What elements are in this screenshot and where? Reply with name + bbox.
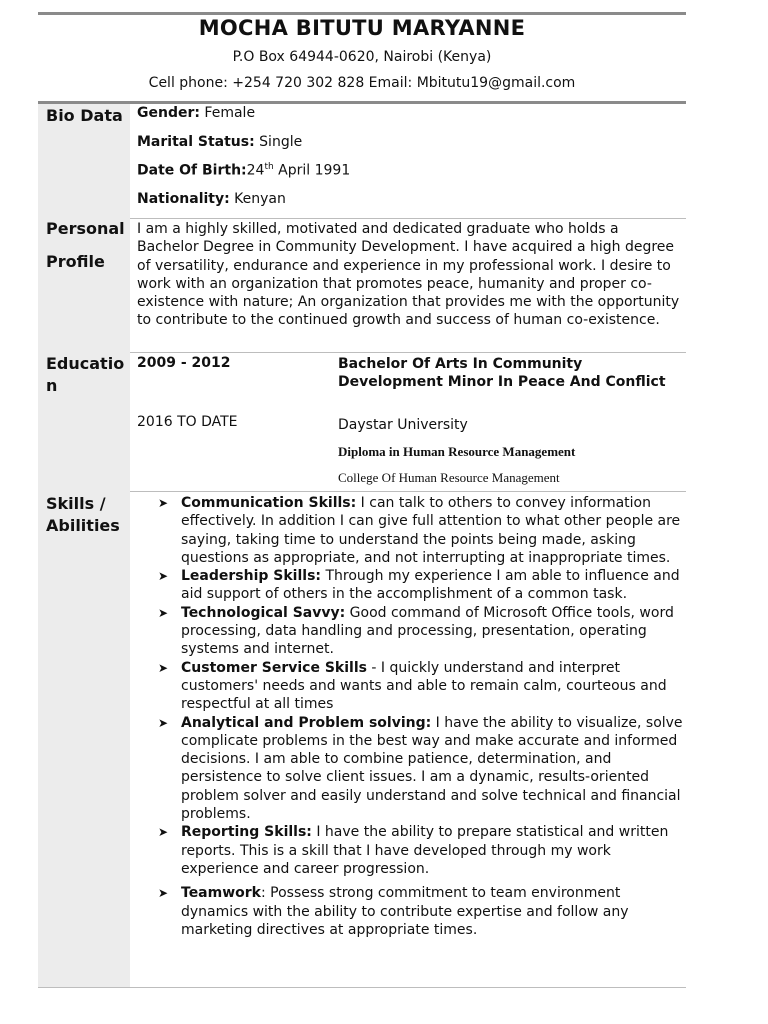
skills-divider — [130, 491, 686, 492]
list-item — [158, 604, 684, 659]
skill-description: : Possess strong commitment to team environment dynamics with the ability to contribute expertise and follow any marketing directives at appropriate times. — [181, 885, 629, 938]
arrow-bullet-icon: ➤ — [158, 496, 169, 510]
skill-title: Technological Savvy: — [181, 604, 346, 621]
skill-description: - I quickly understand and interpret customers' needs and wants and able to remain calm, courteous and respectful at all times — [181, 659, 667, 713]
date-of-birth-row — [137, 162, 350, 179]
skill-description: I have the ability to visualize, solve complicate problems in the best way and make accurate and informed decisions. I am able to combine patience, determination, and persistence to solve client issues. I am a dynamic, results-oriented problem solver and easily understand and solve technical and financial problems. — [181, 714, 683, 823]
list-item — [158, 823, 684, 878]
profile-divider — [130, 218, 686, 219]
education-years-2: 2016 TO DATE — [137, 414, 238, 430]
marital-status-label: Marital Status: — [137, 134, 255, 150]
dob-day: 24 — [246, 162, 265, 179]
marital-status-row — [137, 134, 302, 150]
marital-status-value: Single — [254, 134, 303, 150]
gender-row — [137, 105, 255, 121]
skill-title: Communication Skills: — [181, 495, 357, 511]
list-item — [158, 567, 684, 604]
header-divider — [38, 101, 686, 104]
skill-title: Reporting Skills: — [181, 824, 312, 841]
education-school-1: Daystar University — [338, 417, 468, 433]
candidate-name: MOCHA BITUTU MARYANNE — [198, 16, 526, 40]
education-school-2: College Of Human Resource Management — [338, 470, 560, 485]
gender-value: Female — [199, 105, 256, 121]
personal-profile-text: I am a highly skilled, motivated and dedicated graduate who holds a Bachelor Degree in Community Development. I have acquired a high degree of versatility, endurance and experience in my professional work. I desire to work with an organization that promotes peace, humanity and proper co-existence with nature; An organization that provides me with the opportunity to contribute to the continued growth and success of human co-existence. — [137, 221, 680, 329]
skill-description: I have the ability to prepare statistical and written reports. This is a skill that I have developed through my work experience and career progression. — [181, 824, 669, 877]
arrow-bullet-icon: ➤ — [158, 715, 169, 730]
skills-list — [158, 494, 684, 939]
arrow-bullet-icon: ➤ — [158, 886, 169, 901]
list-item — [158, 884, 684, 939]
nationality-label: Nationality: — [137, 191, 230, 207]
gender-label: Gender: — [137, 105, 200, 121]
bio-data-label: Bio Data — [46, 106, 123, 125]
education-label-line1: Educatio — [46, 354, 125, 373]
skill-title: Teamwork — [181, 885, 261, 902]
contact-line: Cell phone: +254 720 302 828 Email: Mbitutu19@gmail.com — [148, 75, 576, 91]
skill-title: Analytical and Problem solving: — [181, 714, 432, 731]
postal-address: P.O Box 64944-0620, Nairobi (Kenya) — [232, 49, 492, 65]
education-degree-2: Diploma in Human Resource Management — [338, 444, 576, 459]
dob-suffix: th — [264, 162, 274, 172]
education-degree-1: Bachelor Of Arts In Community Development Minor In Peace And Conflict — [338, 356, 666, 390]
education-divider — [130, 352, 686, 353]
bottom-divider — [38, 987, 686, 988]
dob-rest: April 1991 — [273, 162, 351, 179]
arrow-bullet-icon: ➤ — [158, 605, 169, 620]
personal-profile-label-line2: Profile — [46, 252, 105, 271]
skills-label-line1: Skills / — [46, 494, 106, 513]
skill-title: Leadership Skills: — [181, 568, 321, 585]
nationality-row — [137, 191, 286, 207]
arrow-bullet-icon: ➤ — [158, 825, 169, 840]
arrow-bullet-icon: ➤ — [158, 569, 169, 584]
education-label-line2: n — [46, 376, 58, 395]
list-item — [158, 659, 684, 714]
skill-description: Good command of Microsoft Office tools, word processing, data handling and processing, presentation, operating systems and internet. — [181, 604, 674, 658]
skill-description: I can talk to others to convey information effectively. In addition I can give full attention to what other people are saying, taking time to understand the points being made, asking questions as appropriate, and not interrupting at inappropriate times. — [181, 495, 681, 566]
skill-description: Through my experience I am able to influence and aid support of others in the accomplishment of a common task. — [181, 568, 680, 603]
skills-label-line2: Abilities — [46, 516, 120, 535]
list-item — [158, 714, 684, 824]
arrow-bullet-icon: ➤ — [158, 660, 169, 675]
resume-page — [38, 0, 686, 1024]
top-divider — [38, 12, 686, 15]
personal-profile-label-line1: Personal — [46, 219, 125, 238]
nationality-value: Kenyan — [229, 191, 286, 207]
education-years-1: 2009 - 2012 — [137, 355, 231, 371]
date-of-birth-label: Date Of Birth: — [137, 162, 247, 179]
skill-title: Customer Service Skills — [181, 659, 367, 676]
list-item — [158, 494, 684, 567]
